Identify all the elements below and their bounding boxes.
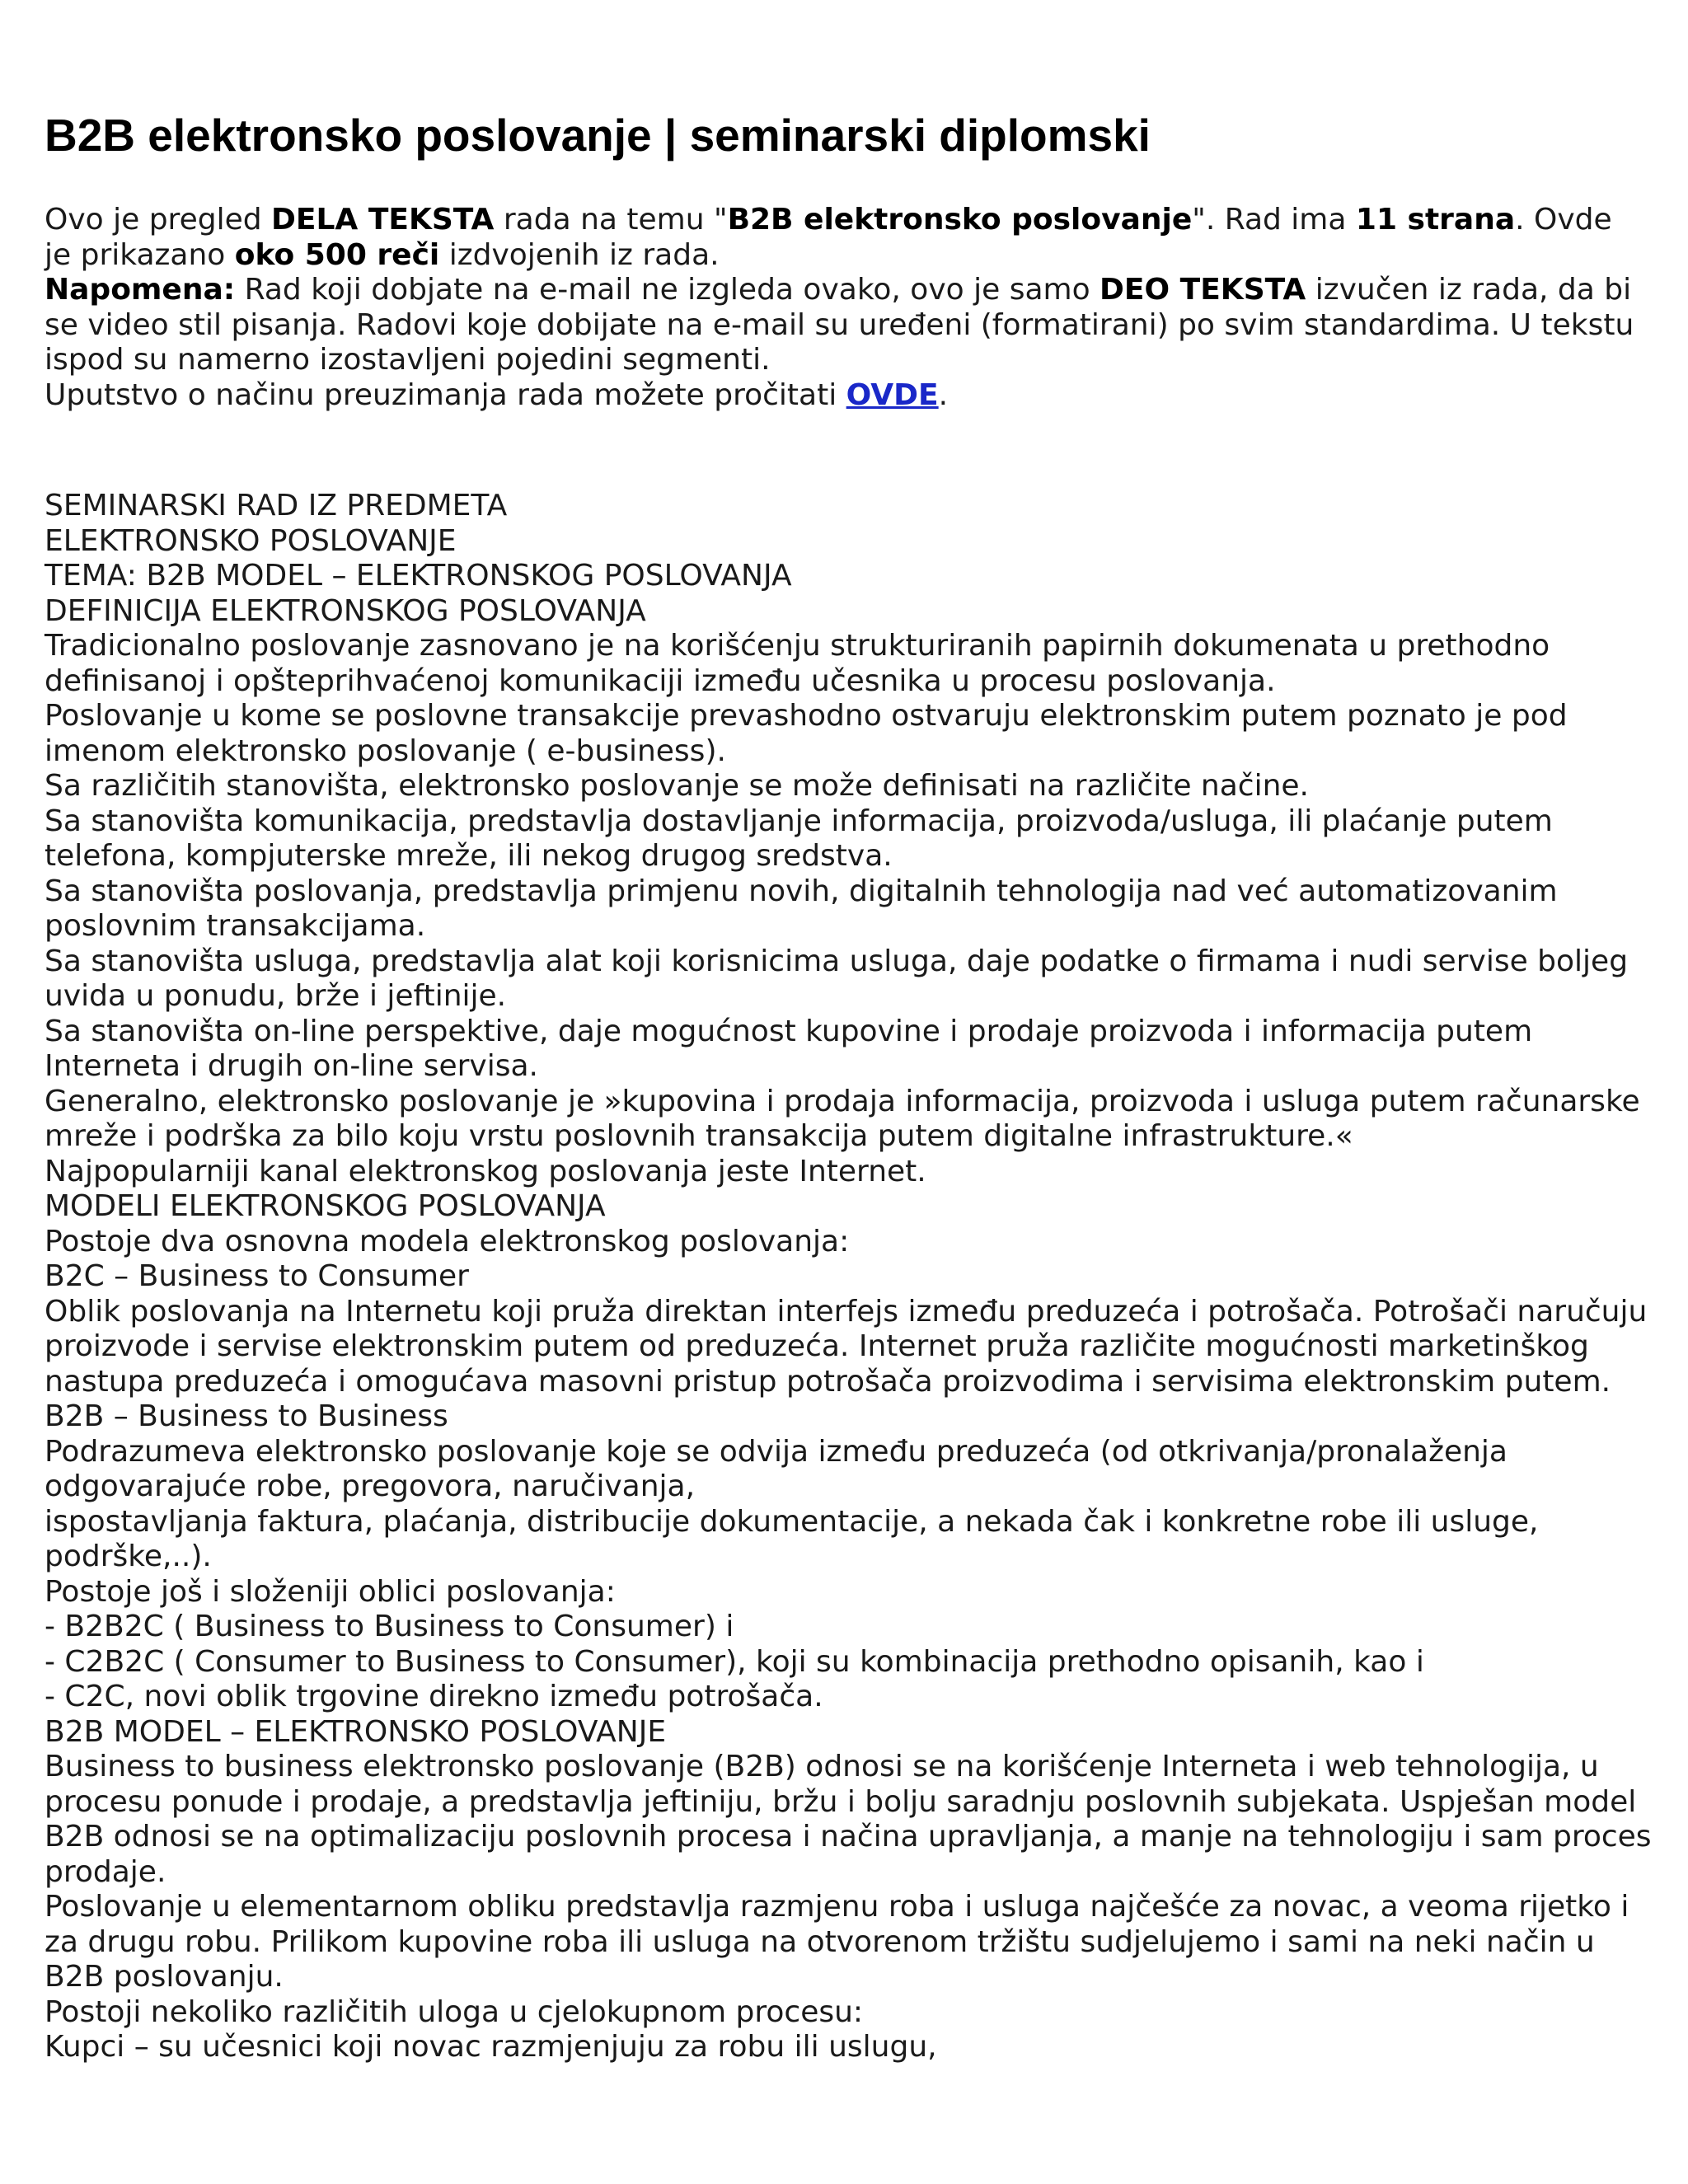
intro-text: ". Rad ima: [1192, 203, 1356, 237]
intro-text: Rad koji dobjate na e-mail ne izgleda ovako, ovo je samo: [235, 273, 1100, 307]
body-line: Najpopularniji kanal elektronskog poslovanja jeste Internet.: [45, 1154, 926, 1188]
intro-text: izdvojenih iz rada.: [439, 237, 720, 272]
body-line: Sa različitih stanovišta, elektronsko poslovanje se može definisati na različite načine.: [45, 769, 1309, 803]
intro-line: [45, 273, 1652, 308]
body-line: - C2B2C ( Consumer to Business to Consumer), koji su kombinacija prethodno opisanih, kao i: [45, 1644, 1424, 1679]
body-line: Poslovanje u kome se poslovne transakcije prevashodno ostvaruju elektronskim putem poznato je pod: [45, 699, 1568, 733]
body-line: za drugu robu. Prilikom kupovine roba ili usluga na otvorenom tržištu sudjelujemo i sami na neki način u: [45, 1924, 1595, 1959]
page-title: B2B elektronsko poslovanje | seminarski diplomski: [45, 110, 1151, 161]
intro-line: se video stil pisanja. Radovi koje dobijate na e-mail su uređeni (formatirani) po svim standardima. U tekstu: [45, 307, 1634, 342]
body-line: B2C – Business to Consumer: [45, 1259, 469, 1293]
body-line: DEFINICIJA ELEKTRONSKOG POSLOVANJA: [45, 593, 646, 628]
body-line: uvida u ponudu, brže i jeftinije.: [45, 979, 507, 1013]
intro-line: [45, 203, 1652, 238]
intro-bold: B2B elektronsko poslovanje: [727, 203, 1193, 237]
note-label: Napomena:: [45, 273, 236, 307]
intro-text: rada na temu ": [494, 203, 728, 237]
intro-bold: DEO TEKSTA: [1100, 273, 1306, 307]
intro-text: Uputstvo o načinu preuzimanja rada možete pročitati: [45, 377, 846, 412]
body-line: nastupa preduzeća i omogućava masovni pristup potrošača proizvodima i servisima elektronskim putem.: [45, 1364, 1611, 1399]
body-line: poslovnim transakcijama.: [45, 909, 426, 943]
body-line: ispostavljanja faktura, plaćanja, distribucije dokumentacije, a nekada čak i konkretne robe ili usluge,: [45, 1504, 1539, 1539]
body-line: - B2B2C ( Business to Business to Consumer) i: [45, 1610, 734, 1643]
body-line: Tradicionalno poslovanje zasnovano je na korišćenju strukturiranih papirnih dokumenata u prethodno: [45, 629, 1550, 663]
body-line: Postoje dva osnovna modela elektronskog poslovanja:: [45, 1224, 850, 1258]
body-line: Oblik poslovanja na Internetu koji pruža direktan interfejs između preduzeća i potrošača. Potrošači naručuju: [45, 1294, 1648, 1329]
body-line: B2B – Business to Business: [45, 1399, 448, 1433]
body-line: Sa stanovišta poslovanja, predstavlja primjenu novih, digitalnih tehnologija nad već automatizovanim: [45, 874, 1558, 908]
body-line: - C2C, novi oblik trgovine direkno između potrošača.: [45, 1680, 823, 1713]
body-line: Postoje još i složeniji oblici poslovanja:: [45, 1574, 616, 1609]
body-line: podrške,..).: [45, 1540, 212, 1573]
body-line: MODELI ELEKTRONSKOG POSLOVANJA: [45, 1189, 606, 1223]
body-line: Business to business elektronsko poslovanje (B2B) odnosi se na korišćenje Interneta i web tehnologija, u: [45, 1750, 1599, 1783]
intro-line: [45, 378, 1652, 414]
body-line: imenom elektronsko poslovanje ( e-business).: [45, 733, 726, 768]
body-line: Sa stanovišta on-line perspektive, daje mogućnost kupovine i prodaje proizvoda i informacija putem: [45, 1014, 1533, 1048]
intro-bold: oko 500 reči: [234, 237, 440, 272]
body-line: Kupci – su učesnici koji novac razmjenjuju za robu ili uslugu,: [45, 2030, 937, 2064]
intro-notice: [45, 203, 1652, 413]
body-line: Poslovanje u elementarnom obliku predstavlja razmjenu roba i usluga najčešće za novac, a veoma rijetko i: [45, 1890, 1629, 1924]
body-line: Generalno, elektronsko poslovanje je »kupovina i prodaja informacija, proizvoda i usluga putem računarske: [45, 1084, 1640, 1118]
document-body: [45, 489, 1652, 2065]
intro-bold: 11 strana: [1355, 203, 1516, 237]
intro-text: Ovo je pregled: [45, 203, 272, 237]
ovde-link[interactable]: OVDE: [846, 377, 939, 412]
body-line: Sa stanovišta komunikacija, predstavlja dostavljanje informacija, proizvoda/usluga, ili plaćanje putem: [45, 804, 1553, 838]
body-line: Podrazumeva elektronsko poslovanje koje se odvija između preduzeća (od otkrivanja/pronalaženja: [45, 1434, 1507, 1469]
document: [45, 105, 1652, 2065]
body-line: mreže i podrška za bilo koju vrstu poslovnih transakcija putem digitalne infrastrukture.«: [45, 1119, 1353, 1153]
body-line: Interneta i drugih on-line servisa.: [45, 1049, 538, 1083]
body-line: odgovarajuće robe, pregovora, naručivanja,: [45, 1469, 696, 1503]
body-line: definisanoj i opšteprihvaćenoj komunikaciji između učesnika u procesu poslovanja.: [45, 663, 1276, 698]
body-line: procesu ponude i prodaje, a predstavlja jeftiniju, bržu i bolju saradnju poslovnih subjekata. Uspješan model: [45, 1784, 1637, 1819]
intro-bold: DELA TEKSTA: [271, 203, 495, 237]
body-line: prodaje.: [45, 1854, 166, 1889]
intro-text: je prikazano: [45, 237, 235, 272]
body-line: SEMINARSKI RAD IZ PREDMETA: [45, 489, 508, 523]
intro-line: [45, 238, 1652, 274]
body-line: B2B poslovanju.: [45, 1960, 284, 1994]
body-line: proizvode i servise elektronskim putem od preduzeća. Internet pruža različite mogućnosti marketinškog: [45, 1329, 1589, 1363]
body-line: TEMA: B2B MODEL – ELEKTRONSKOG POSLOVANJA: [45, 559, 792, 593]
body-line: B2B MODEL – ELEKTRONSKO POSLOVANJE: [45, 1714, 667, 1749]
intro-text: izvučen iz rada, da bi: [1306, 273, 1632, 307]
intro-text: .: [938, 377, 949, 412]
body-line: Postoji nekoliko različitih uloga u cjelokupnom procesu:: [45, 1994, 864, 2029]
body-line: B2B odnosi se na optimalizaciju poslovnih procesa i načina upravljanja, a manje na tehnologiju i sam proces: [45, 1820, 1652, 1854]
body-line: Sa stanovišta usluga, predstavlja alat koji korisnicima usluga, daje podatke o firmama i nudi servise boljeg: [45, 944, 1629, 978]
body-line: ELEKTRONSKO POSLOVANJE: [45, 523, 457, 558]
intro-text: . Ovde: [1515, 203, 1612, 237]
intro-line: ispod su namerno izostavljeni pojedini segmenti.: [45, 343, 771, 377]
body-line: telefona, kompjuterske mreže, ili nekog drugog sredstva.: [45, 839, 893, 873]
